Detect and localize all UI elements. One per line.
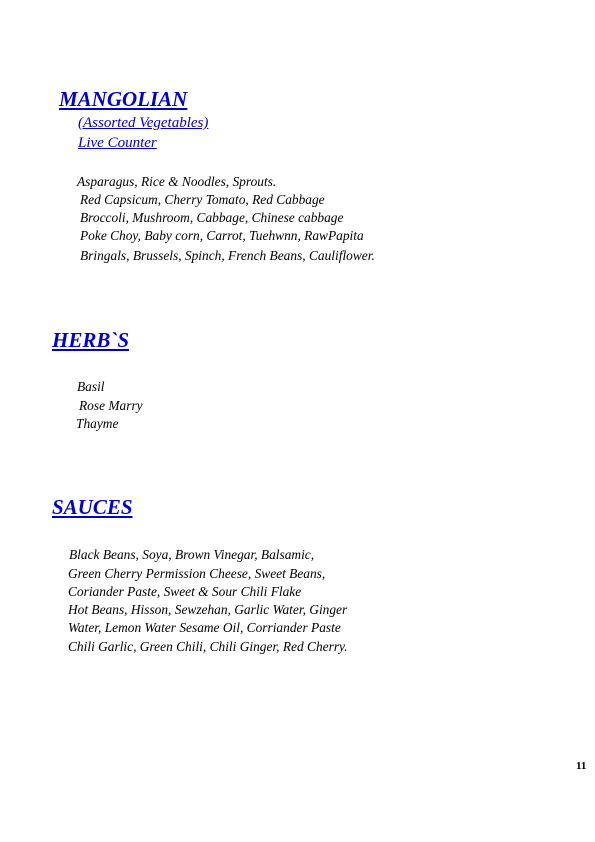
mangolian-line: Red Capsicum, Cherry Tomato, Red Cabbage	[80, 192, 325, 207]
section-title-sauces: SAUCES	[52, 495, 133, 519]
sauces-line: Hot Beans, Hisson, Sewzehan, Garlic Water, Ginger	[68, 602, 348, 617]
subtitle-assorted-vegetables: (Assorted Vegetables)	[78, 115, 209, 131]
sauces-line: Green Cherry Permission Cheese, Sweet Beans,	[68, 566, 326, 581]
subtitle-live-counter: Live Counter	[78, 135, 157, 151]
mangolian-line: Broccoli, Mushroom, Cabbage, Chinese cabbage	[80, 210, 344, 225]
page-number: 11	[576, 760, 587, 772]
sauces-line: Water, Lemon Water Sesame Oil, Corriander Paste	[68, 620, 341, 635]
section-title-mangolian: MANGOLIAN	[59, 87, 188, 111]
mangolian-line: Bringals, Brussels, Spinch, French Beans, Cauliflower.	[80, 248, 375, 263]
sauces-line: Coriander Paste, Sweet & Sour Chili Flake	[68, 584, 302, 599]
section-title-herbs: HERB`S	[52, 328, 130, 352]
herb-item: Basil	[77, 379, 105, 394]
sauces-line: Chili Garlic, Green Chili, Chili Ginger, Red Cherry.	[68, 639, 348, 654]
herb-item: Thayme	[76, 416, 119, 431]
herb-item: Rose Marry	[79, 398, 143, 413]
mangolian-line: Asparagus, Rice & Noodles, Sprouts.	[77, 174, 277, 189]
mangolian-line: Poke Choy, Baby corn, Carrot, Tuehwnn, RawPapita	[80, 228, 364, 243]
sauces-line: Black Beans, Soya, Brown Vinegar, Balsamic,	[69, 547, 315, 562]
